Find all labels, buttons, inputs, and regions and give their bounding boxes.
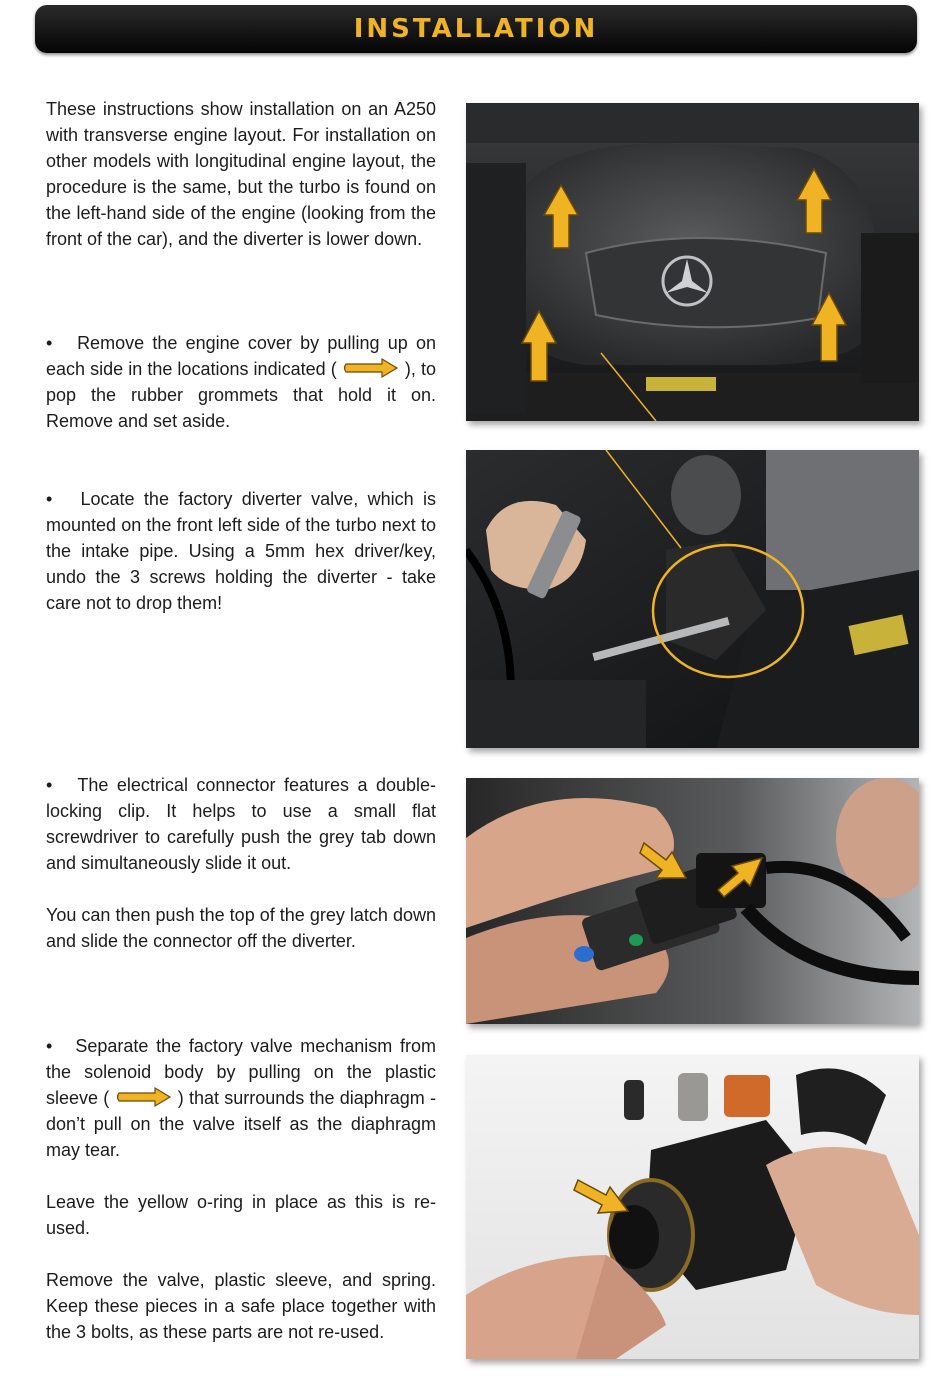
valve-separation-photo xyxy=(466,1055,919,1359)
step-remove-cover xyxy=(46,330,436,434)
step-text-end: ), to pop the rubber grommets that hold it on. Remove and set aside. xyxy=(46,359,436,431)
step-text-start: Separate the factory valve mechanism from the solenoid body by pulling on the plastic sleeve ( xyxy=(46,1036,436,1108)
step-oring-note: Leave the yellow o-ring in place as this is re-used. xyxy=(46,1192,436,1238)
bullet: • xyxy=(46,1036,53,1056)
step-text-end: ) that surrounds the diaphragm - don’t pull on the valve itself as the diaphragm may tear. xyxy=(46,1088,436,1160)
intro-paragraph: These instructions show installation on an A250 with transverse engine layout. For installation on other models with longitudinal engine layout, the procedure is the same, but the turbo is found on the left-hand side of the engine (looking from the front of the car), and the diverter is lower down. xyxy=(46,99,436,249)
right-arrow-icon xyxy=(115,1086,173,1108)
diverter-location-photo xyxy=(466,450,919,748)
step-connector-note: You can then push the top of the grey latch down and slide the connector off the diverter. xyxy=(46,905,436,951)
right-arrow-icon xyxy=(342,357,400,379)
bullet: • xyxy=(46,775,53,795)
step-locate-diverter xyxy=(46,486,436,616)
step-text: The electrical connector features a double-locking clip. It helps to use a small flat screwdriver to carefully push the grey tab down and simultaneously slide it out. xyxy=(46,775,436,873)
bullet: • xyxy=(46,333,53,353)
step-text-start: Remove the engine cover by pulling up on each side in the locations indicated ( xyxy=(46,333,436,379)
engine-cover-photo xyxy=(466,103,919,421)
page-title: INSTALLATION xyxy=(353,14,599,44)
step-text: Locate the factory diverter valve, which is mounted on the front left side of the turbo next to the intake pipe. Using a 5mm hex driver/key, undo the 3 screws holding the diverter - take care not to drop them! xyxy=(46,489,436,613)
bullet: • xyxy=(46,489,53,509)
step-electrical-connector xyxy=(46,772,436,876)
step-separate-valve xyxy=(46,1033,436,1163)
step-keep-parts-note: Remove the valve, plastic sleeve, and spring. Keep these pieces in a safe place together with the 3 bolts, as these parts are not re-used. xyxy=(46,1270,436,1342)
electrical-connector-photo xyxy=(466,778,919,1024)
header-bar xyxy=(35,5,917,53)
